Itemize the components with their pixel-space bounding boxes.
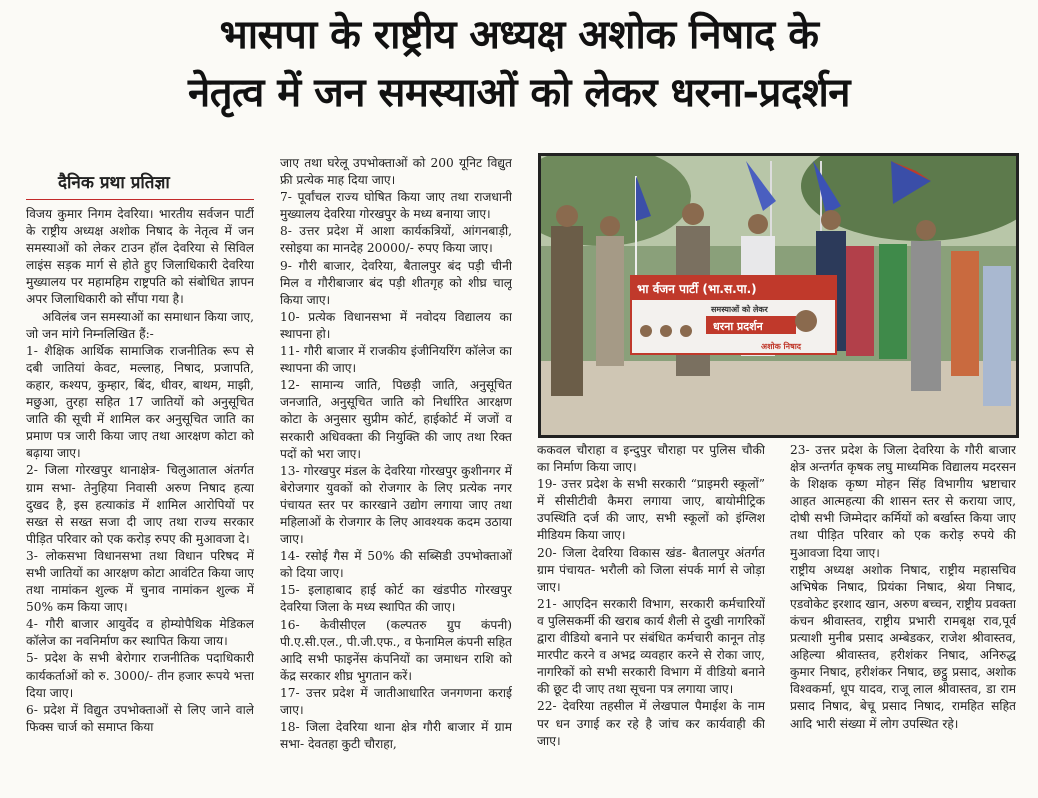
headline-line-2: नेतृत्व में जन समस्याओं को लेकर धरना-प्रदर्शन <box>188 70 850 116</box>
protest-photo <box>538 153 1019 438</box>
paragraph: जाए तथा घरेलू उपभोक्ताओं को 200 यूनिट विद्युत फ्री प्रत्येक माह दिया जाए। <box>280 156 512 188</box>
paragraph: 11- गौरी बाजार में राजकीय इंजीनियरिंग कॉलेज का स्थापना की जाए। <box>280 344 512 376</box>
paragraph: 17- उत्तर प्रदेश में जातीआधारित जनगणना कराई जाए। <box>280 685 512 717</box>
banner-subtitle: समस्याओं को लेकर <box>711 305 768 314</box>
paragraph: 8- उत्तर प्रदेश में आशा कार्यकत्रियों, आंगनबाड़ी, रसोइया का मानदेह 20000/- रुपए किया जाए। <box>280 224 512 256</box>
headline-line-1: भासपा के राष्ट्रीय अध्यक्ष अशोक निषाद के <box>219 12 819 58</box>
paragraph: 13- गोरखपुर मंडल के देवरिया गोरखपुर कुशीनगर में बेरोजगार युवकों को रोजगार के लिए प्रत्येक नगर पंचायत स्तर पर कारखाने उद्योग लगाया जाए तथा महिलाओं के रोजगार के लिए आवश्यक कदम उठाया जाए। <box>280 463 512 547</box>
paragraph: 1- शैक्षिक आर्थिक सामाजिक राजनीतिक रूप से दबी जातियां केवट, मल्लाह, निषाद, प्रजापति, कहार, कश्यप, कुम्हार, बिंद, धीवर, बाथम, माझी, मछुआ, तुरहा सहित 17 जातियों को अनुसूचित जाति की सूची में शामिल कर अनुसूचित जाति का प्रमाण पत्र जारी किया जाए तथा आरक्षण कोटा को बढ़ाया जाए। <box>26 343 254 461</box>
banner-title: भा र्वजन पार्टी (भा.स.पा.) <box>637 282 757 296</box>
headline <box>0 6 1038 122</box>
paragraph: 7- पूर्वांचल राज्य घोषित किया जाए तथा राजधानी मुख्यालय देवरिया गोरखपुर के मध्य बनाया जाए। <box>280 190 512 222</box>
paragraph: अविलंब जन समस्याओं का समाधान किया जाए, जो जन मांगे निम्नलिखित हैं:- <box>26 309 254 341</box>
article-column-3 <box>537 442 765 791</box>
paragraph: ककवल चौराहा व इन्दुपुर चौराहा पर पुलिस चौकी का निर्माण किया जाए। <box>537 443 765 475</box>
banner-name: अशोक निषाद <box>761 342 802 351</box>
banner-portrait <box>795 310 817 332</box>
paragraph: 23- उत्तर प्रदेश के जिला देवरिया के गौरी बाजार क्षेत्र अन्तर्गत कृषक लघु माध्यमिक विद्यालय मदरसन के शिक्षक कृष्ण मोहन सिंह विभागीय भ्रष्टाचार आहत आत्महत्या की शासन स्तर से कराया जाए, दोषी सभी जिम्मेदार कर्मियों को बर्खास्त किया जाए तथा पीड़ित परिवार को एक करोड़ रुपये की मुआवजा दिया जाए। <box>790 443 1016 560</box>
paragraph: 18- जिला देवरिया थाना क्षेत्र गौरी बाजार में ग्राम सभा- देवतहा कुटी चौराहा, <box>280 720 512 752</box>
banner-event: धरना प्रदर्शन <box>713 320 763 333</box>
paragraph: 19- उत्तर प्रदेश के सभी सरकारी “प्राइमरी स्कूलों” में सीसीटीवी कैमरा लगाया जाए, बायोमीट्रिक उपस्थिति दर्ज की जाए, सभी स्कूलों को इंग्लिश मीडियम किया जाए। <box>537 477 765 543</box>
byline: दैनिक प्रथा प्रतिज्ञा <box>26 168 254 200</box>
article-column-4 <box>790 442 1016 791</box>
paragraph: 14- रसोई गैस में 50% की सब्सिडी उपभोक्ताओं को दिया जाए। <box>280 549 512 581</box>
paragraph: 6- प्रदेश में विद्युत उपभोक्ताओं से लिए जाने वाले फिक्स चार्ज को समाप्त किया <box>26 702 254 734</box>
article-column-1 <box>26 206 254 791</box>
paragraph: 20- जिला देवरिया विकास खंड- बैतालपुर अंतर्गत ग्राम पंचायत- भरौली को जिला संपर्क मार्ग से जोड़ा जाए। <box>537 545 765 594</box>
article-column-2 <box>280 155 512 791</box>
paragraph: 2- जिला गोरखपुर थानाक्षेत्र- चिलुआताल अंतर्गत ग्राम सभा- तेनुहिया निवासी अरुण निषाद हत्या दुखद है, इस हत्याकांड में शामिल आरोपियों पर सख्त से सख्त सजा दी जाए तथा राज्य सरकार पीड़ित परिवार को एक करोड़ रुपए की मुआवजा दे। <box>26 463 254 546</box>
paragraph: राष्ट्रीय अध्यक्ष अशोक निषाद, राष्ट्रीय महासचिव अभिषेक निषाद, प्रियंका निषाद, श्रेया निषाद, एडवोकेट इरशाद खान, अरुण बच्चन, राष्ट्रीय प्रवक्ता कंचन श्रीवास्तव, राष्ट्रीय प्रभारी रामबृक्ष राव,पूर्व प्रत्याशी मुनीब प्रसाद अम्बेडकर, राजेश श्रीवास्तव, अहिल्या श्रीवास्तव, हरीशंकर निषाद, अनिरुद्ध कुमार निषाद, हरीशंकर निषाद, छट्ठु प्रसाद, अशोक विश्वकर्मा, धूप यादव, राजू लाल श्रीवास्तव, डा राम प्रसाद निषाद, बेचू प्रसाद निषाद, रामहित सहित आदि भारी संख्या में लोग उपस्थित रहे। <box>790 562 1016 731</box>
paragraph: 15- इलाहाबाद हाई कोर्ट का खंडपीठ गोरखपुर देवरिया जिला के मध्य स्थापित की जाए। <box>280 583 512 615</box>
paragraph: 12- सामान्य जाति, पिछड़ी जाति, अनुसूचित जनजाति, अनुसूचित जाति को निर्धारित आरक्षण कोटा के अनुसार सुप्रीम कोर्ट, हाईकोर्ट में जजों व सरकारी अधिवक्ता की नियुक्ति की जाए तथा रिक्त पदों को भरा जाए। <box>280 378 512 461</box>
paragraph: विजय कुमार निगम देवरिया। भारतीय सर्वजन पार्टी के राष्ट्रीय अध्यक्ष अशोक निषाद के नेतृत्व में जन समस्याओं को लेकर टाउन हॉल देवरिया से सिविल लाइंस सड़क मार्ग से होते हुए जिलाधिकारी देवरिया मुख्यालय पर महामहिम राष्ट्रपति को संबोधित ज्ञापन अपर जिलाधिकारी को सौंपा गया है। <box>26 207 254 307</box>
paragraph: 10- प्रत्येक विधानसभा में नवोदय विद्यालय का स्थापना हो। <box>280 309 512 341</box>
paragraph: 22- देवरिया तहसील में लेखपाल पैमाईश के नाम पर धन उगाई कर रहे है जांच कर कार्यवाही की जाए। <box>537 699 765 748</box>
paragraph: 5- प्रदेश के सभी बेरोगार राजनीतिक पदाधिकारी कार्यकर्ताओं को रु. 3000/- तीन हजार रूपये भत्ता दिया जाए। <box>26 651 254 700</box>
paragraph: 4- गौरी बाजार आयुर्वेद व होम्योपैथिक मेडिकल कॉलेज का नवनिर्माण कर स्थापित किया जाय। <box>26 617 254 649</box>
paragraph: 21- आएदिन सरकारी विभाग, सरकारी कर्मचारियों व पुलिसकर्मी की खराब कार्य शैली से दुखी नागरिकों द्वारा वीडियो बनाने पर संबंधित कर्मचारी कानून तोड़ मारपीट करने व अभद्र व्यवहार करने से रोका जाए, नागरिकों को सभी सरकारी विभाग में वीडियो बनाने की छूट दी जाए तथा सूचना पत्र लगाया जाए। <box>537 596 765 697</box>
paragraph: 3- लोकसभा विधानसभा तथा विधान परिषद में सभी जातियों का आरक्षण कोटा आवंटित किया जाए तथा नामांकन शुल्क में चुनाव नामांकन शुल्क में 50% कम किया जाए। <box>26 548 254 615</box>
paragraph: 9- गौरी बाजार, देवरिया, बैतालपुर बंद पड़ी चीनी मिल व गौरीबाजार बंद पड़ी शीतगृह को शीघ्र चालू किया जाए। <box>280 258 512 307</box>
paragraph: 16- केवीसीएल (कल्पतरु ग्रुप कंपनी) पी.ए.सी.एल., पी.जी.एफ., व फेनामिल कंपनी सहित आदि सभी फाइनेंस कंपनियों का जमाधन राशि को केंद्र सरकार शीघ्र भुगतान करें। <box>280 617 512 683</box>
